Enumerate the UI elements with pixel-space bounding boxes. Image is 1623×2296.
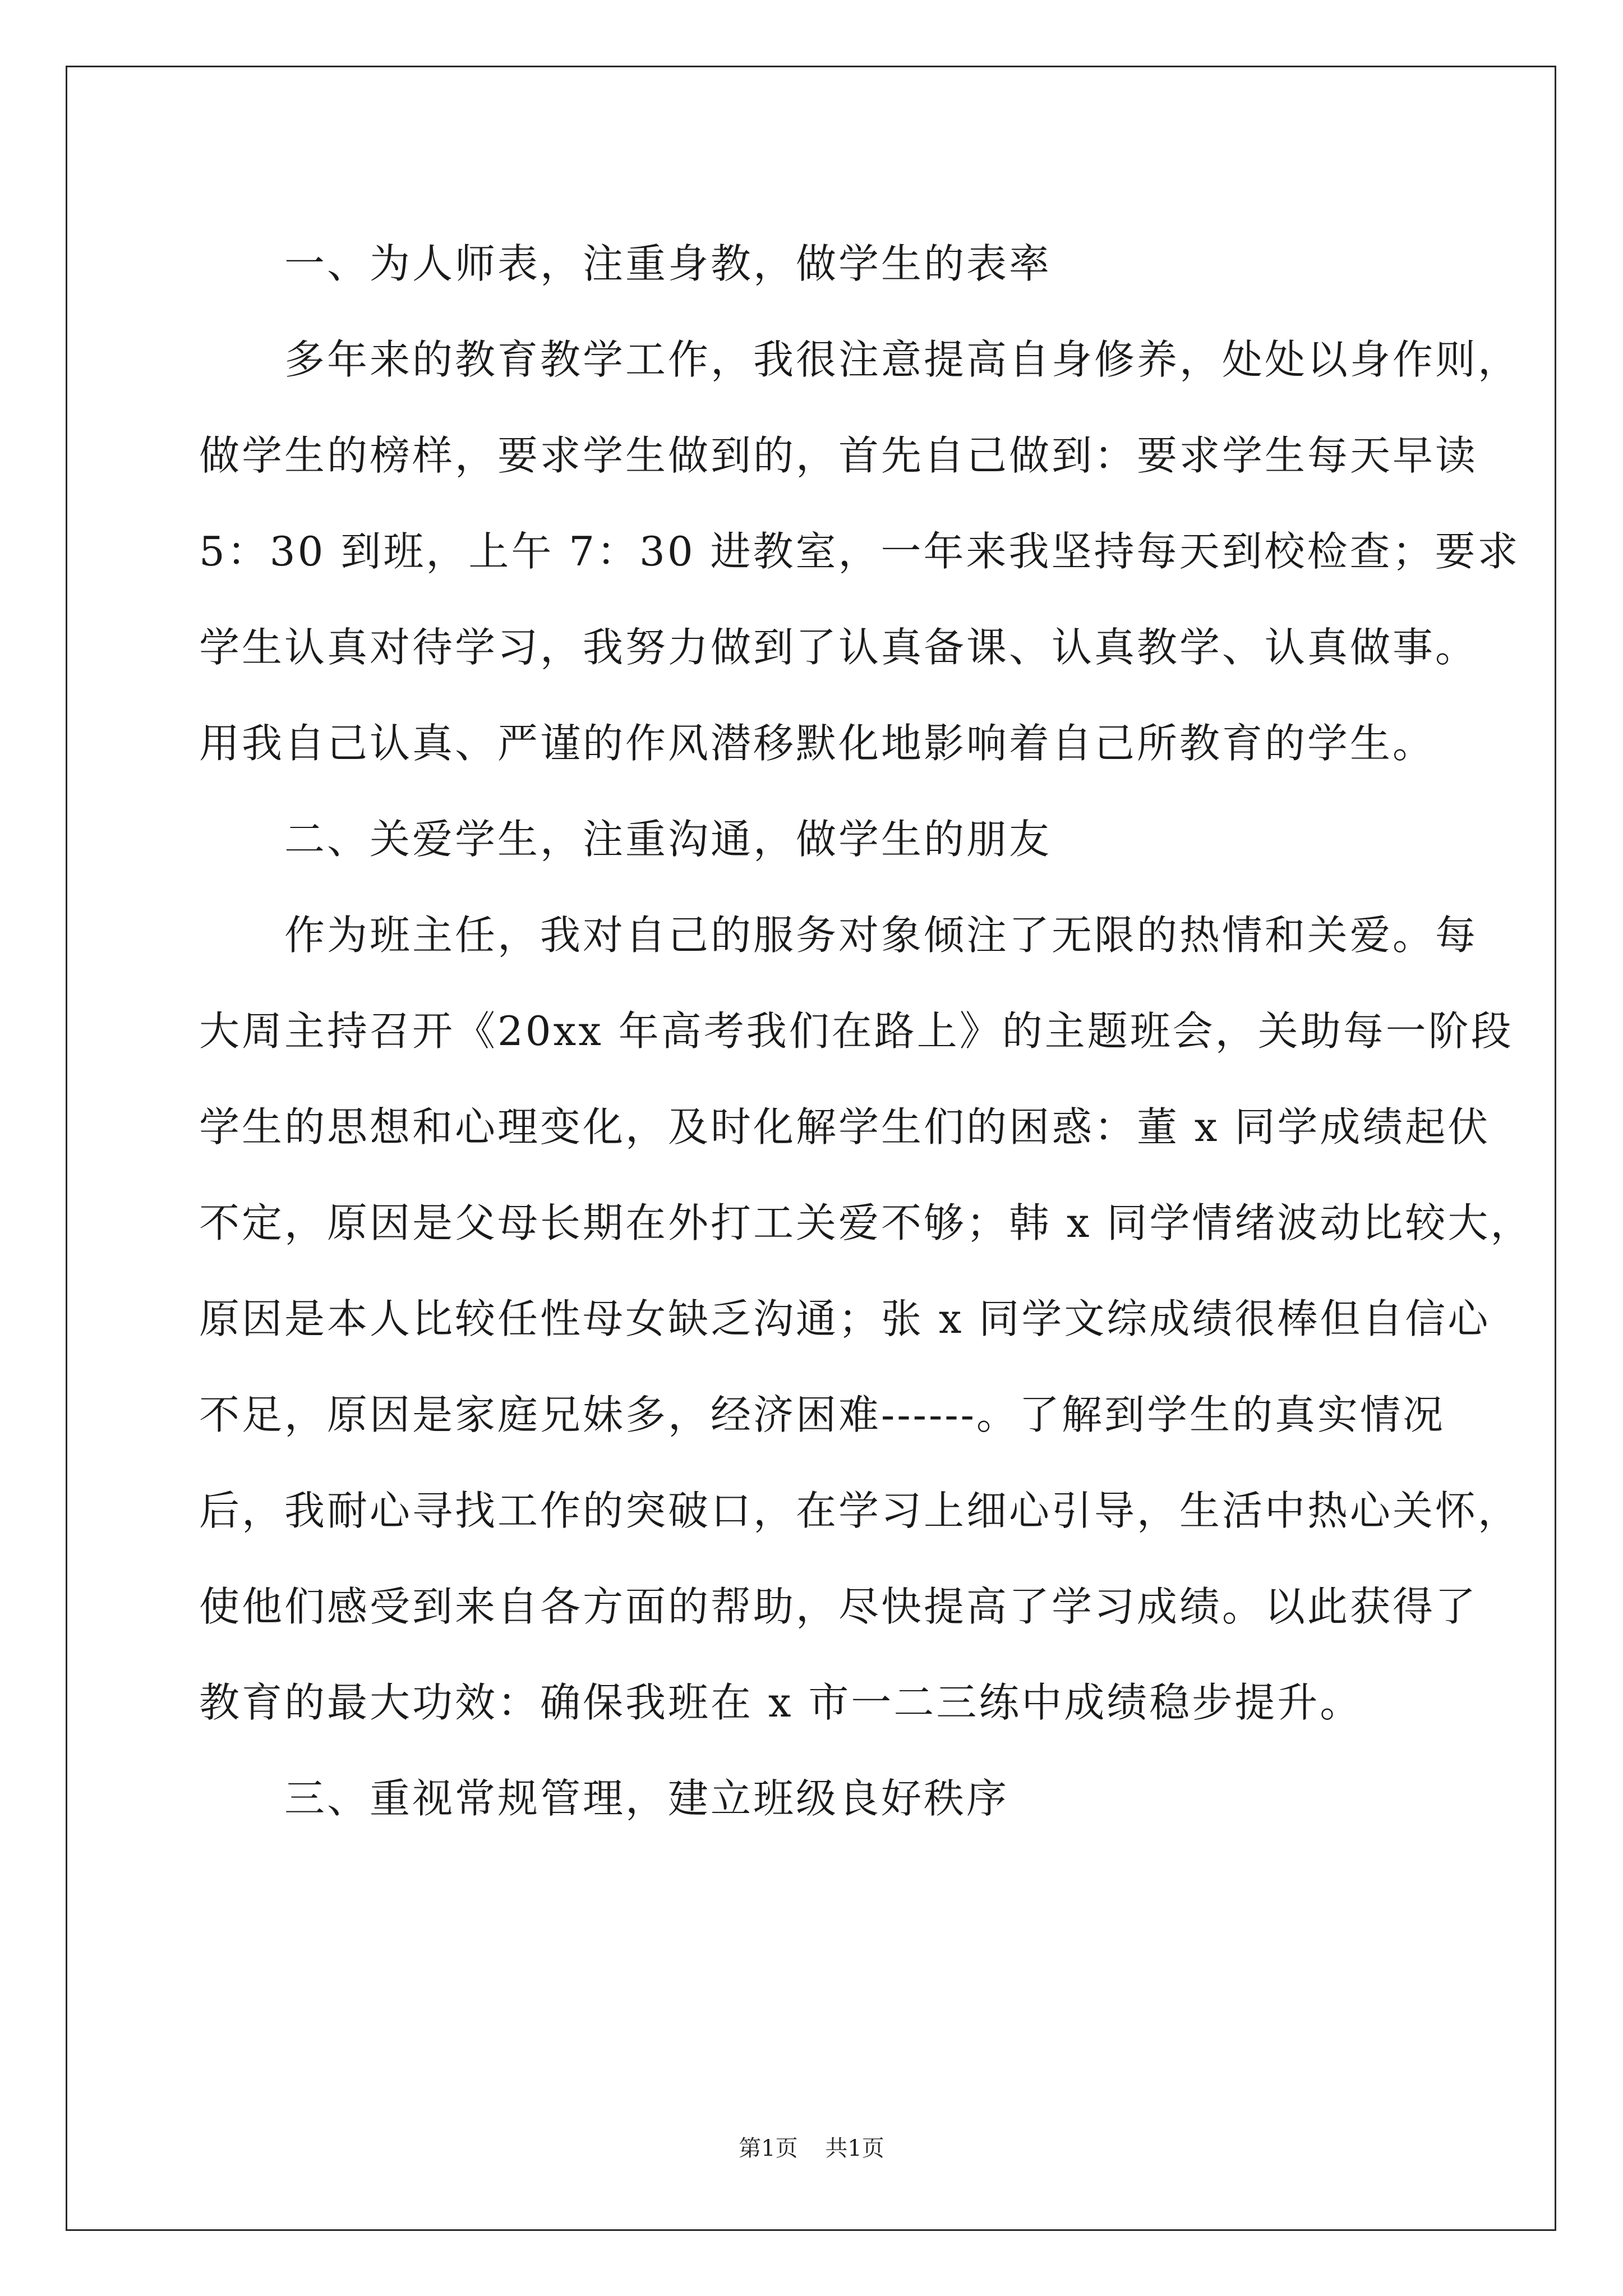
paragraph-line: 5：30 到班，上午 7：30 进教室，一年来我坚持每天到校检查；要求	[199, 528, 1520, 575]
page-number: 第1页	[739, 2136, 798, 2161]
heading-section-2: 二、关爱学生，注重沟通，做学生的朋友	[199, 816, 1052, 863]
heading-section-1: 一、为人师表，注重身教，做学生的表率	[199, 240, 1052, 287]
paragraph-line: 不定，原因是父母长期在外打工关爱不够；韩 x 同学情绪波动比较大，	[199, 1199, 1533, 1246]
paragraph-line: 用我自己认真、严谨的作风潜移默化地影响着自己所教育的学生。	[199, 720, 1436, 767]
paragraph-line: 做学生的榜样，要求学生做到的，首先自己做到：要求学生每天早读	[199, 432, 1478, 479]
paragraph-line: 教育的最大功效：确保我班在 x 市一二三练中成绩稳步提升。	[199, 1679, 1363, 1726]
paragraph-line: 大周主持召开《20xx 年高考我们在路上》的主题班会，关助每一阶段	[199, 1007, 1514, 1055]
paragraph-line: 原因是本人比较任性母女缺乏沟通；张 x 同学文综成绩很棒但自信心	[199, 1295, 1491, 1342]
heading-section-3: 三、重视常规管理，建立班级良好秩序	[199, 1775, 1009, 1822]
paragraph-line: 使他们感受到来自各方面的帮助，尽快提高了学习成绩。以此获得了	[199, 1583, 1478, 1630]
paragraph-line: 不足，原因是家庭兄妹多，经济困难------。了解到学生的真实情况	[199, 1391, 1445, 1438]
paragraph-line: 多年来的教育教学工作，我很注意提高自身修养，处处以身作则，	[199, 336, 1521, 383]
paragraph-line: 作为班主任，我对自己的服务对象倾注了无限的热情和关爱。每	[199, 912, 1478, 959]
paragraph-line: 学生的思想和心理变化，及时化解学生们的困惑：董 x 同学成绩起伏	[199, 1103, 1491, 1151]
page-total: 共1页	[825, 2136, 884, 2161]
paragraph-line: 学生认真对待学习，我努力做到了认真备课、认真教学、认真做事。	[199, 624, 1478, 671]
page-footer	[0, 2131, 1623, 2162]
document-body	[199, 216, 1533, 1847]
paragraph-line: 后，我耐心寻找工作的突破口，在学习上细心引导，生活中热心关怀，	[199, 1487, 1521, 1534]
